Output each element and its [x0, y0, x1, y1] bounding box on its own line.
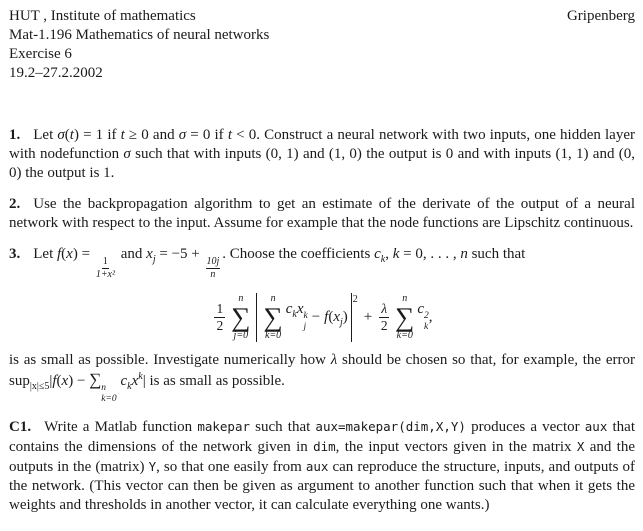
fraction-denominator: 2	[216, 317, 224, 333]
sum-upper-limit: n	[270, 293, 276, 304]
problem-2	[9, 195, 635, 233]
text-segment: such that with inputs (0, 1) and (1, 0) the output is 0 and with inputs (1, 1) and (0, 0) the output is 1.	[9, 146, 635, 181]
subscript-k: k	[127, 380, 132, 392]
sum-lower-limit: k=0	[396, 329, 413, 341]
code-X: X	[576, 438, 585, 454]
sum-over-k	[395, 293, 414, 342]
fraction-lambda-half	[379, 301, 389, 333]
term-ck-xjk	[286, 301, 308, 333]
trailing-comma: ,	[428, 308, 433, 325]
sup-sub-stack	[303, 311, 307, 333]
sum-lower-limit: j=0	[233, 329, 249, 341]
math-x: x	[146, 246, 153, 262]
code-dim: dim	[313, 438, 336, 454]
subscript-k: k	[424, 322, 429, 333]
problem-2-number: 2.	[9, 196, 21, 212]
term-f-xj	[324, 309, 348, 326]
sum-lower-limit: k=0	[101, 393, 117, 404]
subscript-j: j	[340, 316, 343, 328]
squared-exponent: 2	[352, 294, 358, 305]
sup-condition: |x|≤5	[29, 380, 50, 392]
math-f: f	[57, 246, 62, 262]
math-f: f	[324, 308, 329, 325]
sum-upper-limit: n	[238, 293, 244, 304]
sum-lower-limit: k=0	[264, 329, 282, 341]
text-segment: (	[64, 127, 70, 143]
text-segment: |	[49, 372, 53, 389]
text-segment: , the input vectors given in the matrix	[335, 438, 577, 455]
text-segment: and	[117, 246, 147, 262]
paren-open: (	[328, 308, 334, 325]
text-segment: < 0. Construct a neural network with two inputs, one hidden layer with nodefunction	[9, 127, 635, 162]
math-x: x	[333, 308, 341, 325]
code-Y: Y	[148, 458, 157, 474]
fraction-denominator: n	[210, 269, 216, 280]
math-k: k	[392, 246, 400, 262]
text-segment: ) =	[72, 246, 94, 262]
text-segment: = 0, . . . ,	[399, 246, 461, 262]
text-segment: ) −	[68, 372, 90, 389]
problem-3-continued	[9, 351, 635, 405]
text-segment: (	[61, 246, 67, 262]
inline-fraction	[206, 256, 221, 281]
sum-over-j	[231, 293, 250, 342]
math-x: x	[61, 372, 69, 389]
text-segment: Use the backpropagation algorithm to get an estimate of the derivate of the output of a neural network with respect to the input. Assume for example that the node functions are Lipschitz continuous.	[9, 196, 635, 231]
paren-close: )	[342, 308, 348, 325]
problem-1	[9, 126, 635, 183]
text-segment: ≥ 0 and	[124, 127, 179, 143]
fraction-numerator: 1	[216, 301, 224, 317]
document-header	[9, 7, 635, 83]
header-exercise: Exercise 6	[9, 46, 72, 62]
problem-3-number: 3.	[9, 246, 21, 262]
sigma-icon: ∑	[395, 302, 415, 332]
text-segment: Let	[33, 127, 58, 143]
text-segment: = 0 if	[186, 127, 228, 143]
problem-3-objective-formula	[9, 293, 635, 342]
math-c: c	[417, 301, 425, 318]
math-x: x	[296, 301, 304, 318]
text-segment: that contains the dimensions of the network given in	[9, 418, 635, 455]
math-c: c	[374, 246, 381, 262]
inline-fraction	[96, 256, 115, 281]
superscript-k: k	[303, 311, 308, 322]
fraction-numerator: 10j	[206, 256, 220, 267]
math-sigma: σ	[57, 127, 65, 143]
subscript-j: j	[303, 322, 307, 333]
text-segment: is as small as possible. Investigate numerically how	[9, 351, 331, 368]
text-segment: produces a vector	[465, 418, 585, 435]
math-lambda: λ	[330, 351, 338, 368]
sum-upper-limit: n	[101, 382, 107, 393]
superscript-k: k	[138, 370, 143, 382]
math-x: x	[66, 246, 73, 262]
sigma-icon: ∑	[89, 369, 102, 389]
code-aux: aux	[584, 418, 608, 434]
fraction-numerator: λ	[381, 301, 388, 317]
term-ck-squared	[417, 301, 428, 333]
math-t: t	[227, 127, 232, 143]
minus-operator: −	[311, 308, 321, 325]
text-segment: and the outputs in the (matrix)	[9, 438, 635, 475]
math-t: t	[120, 127, 125, 143]
fraction-denominator: 1+x²	[95, 269, 115, 280]
plus-operator: +	[363, 308, 373, 325]
sum-limits	[101, 383, 116, 405]
math-n: n	[460, 246, 468, 262]
text-segment: , so that one easily from	[156, 458, 306, 475]
math-sigma: σ	[123, 146, 131, 162]
math-f: f	[52, 372, 57, 389]
math-c: c	[285, 301, 293, 318]
code-call: aux=makepar(dim,X,Y)	[315, 418, 466, 434]
superscript-2: 2	[424, 311, 429, 322]
math-x: x	[131, 372, 139, 389]
text-segment: Write a Matlab function	[44, 418, 198, 435]
text-segment: can reproduce the structure, inputs, and outputs of the network. (This vector can then be given as argument to another function such that when it gets the weights and thresholds in another vector, it can calculate everything one wants.)	[9, 458, 635, 513]
text-segment: | is as small as possible.	[142, 372, 285, 389]
code-makepar: makepar	[197, 418, 251, 434]
text-segment: Let	[33, 246, 57, 262]
subscript-j: j	[152, 254, 156, 265]
problem-c1-number: C1.	[9, 418, 32, 435]
text-segment: such that	[467, 246, 526, 262]
sum-over-k	[263, 293, 282, 342]
text-segment: ,	[385, 246, 393, 262]
subscript-k: k	[292, 309, 297, 321]
header-course: Mat-1.196 Mathematics of neural networks	[9, 27, 270, 43]
problem-3	[9, 245, 635, 281]
text-segment: such that	[250, 418, 316, 435]
sigma-icon: ∑	[231, 302, 251, 332]
header-institution: HUT , Institute of mathematics	[9, 8, 196, 24]
header-author: Gripenberg	[566, 8, 635, 24]
math-sigma: σ	[178, 127, 187, 143]
text-segment: = −5 +	[155, 246, 204, 262]
fraction-denominator: 2	[380, 317, 388, 333]
text-segment: (	[56, 372, 62, 389]
header-dates: 19.2–27.2.2002	[9, 65, 103, 81]
text-segment: ) = 1 if	[73, 127, 121, 143]
math-t: t	[69, 127, 74, 143]
math-c: c	[120, 372, 128, 389]
problem-c1	[9, 417, 635, 515]
fraction-numerator: 1	[102, 256, 108, 267]
text-segment: should be chosen so that, for example, the error sup	[9, 351, 635, 389]
sigma-icon: ∑	[263, 302, 283, 332]
sum-upper-limit: n	[402, 293, 408, 304]
code-aux: aux	[305, 458, 329, 474]
text-segment: . Choose the coefficients	[222, 246, 375, 262]
problem-1-number: 1.	[9, 127, 21, 143]
fraction-one-half	[214, 301, 225, 333]
absolute-value-group	[256, 293, 351, 342]
subscript-k: k	[380, 254, 386, 265]
